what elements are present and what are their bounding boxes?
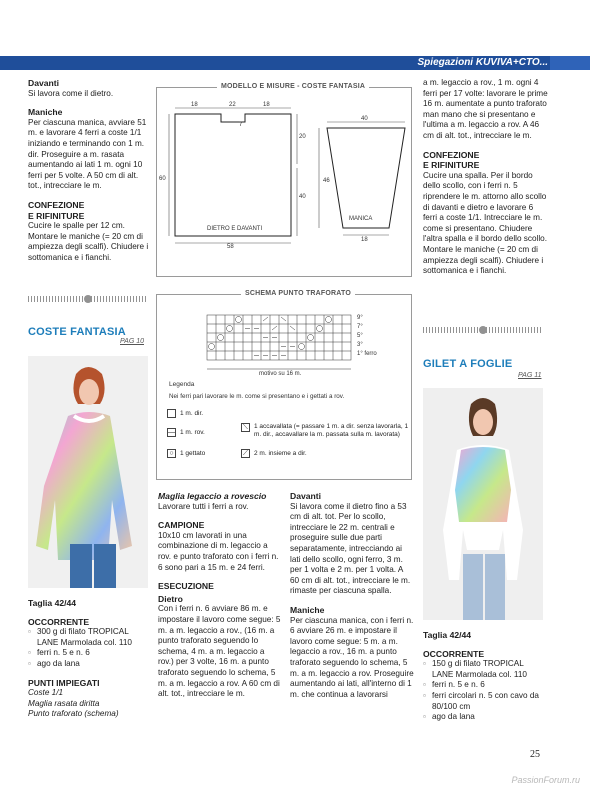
dim-top3: 18 [263,102,270,108]
motivo-label: motivo su 16 m. [259,371,302,377]
occorrente-heading-gilet: OCCORRENTE [423,648,485,659]
schema-title: SCHEMA PUNTO TRAFORATO [241,290,355,297]
row-label: 7° [357,324,363,330]
dietro-heading: Dietro [158,593,183,604]
dim-sleeve-bottom: 18 [361,237,368,243]
rifiniture-heading: E RIFINITURE [28,210,85,221]
materials-coste [28,598,150,720]
legaccio-heading: Maglia legaccio a rovescio [158,491,267,501]
confezione-heading-2: CONFEZIONE [423,149,480,160]
taglia-coste: Taglia 42/44 [28,598,77,608]
dim-sleeve-top: 40 [361,116,368,122]
row-label: 1° ferro [357,351,377,357]
dim-armhole: 20 [299,134,306,140]
davanti-heading: Davanti [28,78,60,88]
punti-item-text: Punto traforato (schema) [28,709,119,719]
legenda-title: Legenda [169,381,195,388]
legend-item [167,428,205,437]
body-label: DIETRO E DAVANTI [207,226,263,232]
legend-item [167,409,203,418]
page-number: 25 [530,749,540,760]
punti-item: Coste 1/1 [28,688,64,698]
legend-label: 1 m. rov. [180,429,205,436]
section-title-coste: COSTE FANTASIA [28,326,126,338]
occorrente-item: ▫ ago da lana [423,712,547,723]
row-label: 3° [357,342,363,348]
dim-side-lower: 40 [299,194,306,200]
legend-label: 1 accavallata (= passare 1 m. a dir. senza lavorarla, 1 m. dir., accavallare la m. passata sulla m. lavorata) [254,423,409,438]
diagram-panel [156,83,412,277]
davanti-heading-2: Davanti [290,491,322,501]
ssk-symbol-icon: ⟍ [241,423,250,432]
k2tog-symbol-icon: ⟋ [241,449,250,458]
knit-symbol-icon [167,409,176,418]
maniche-text-2: Per ciascuna manica, con i ferri n. 6 avviare 26 m. e impostare il lavoro come segue: 5 m. a m. legaccio a rov., 16 m. a punto traforato seguendo lo schema, 5 m. a m. legaccio a rov. Proseguire aumentando ai lati, all'interno di 1 m. che continua a lavorarsi [290,615,414,699]
section-divider [423,327,543,333]
section-title-gilet: GILET A FOGLIE [423,358,513,370]
campione-heading: CAMPIONE [158,520,205,531]
maniche-text: Per ciascuna manica, avviare 51 m. e lavorare 4 ferri a coste 1/1 iniziando e terminando con 1 m. dir. Proseguire a m. rasata aumentando ai lati 1 m. ogni 10 ferri per 5 volte. A 50 cm di alt. tot., intrecciare le m. [28,117,147,191]
occorrente-item: ▫ ferri n. 5 e n. 6 [423,680,547,691]
esecuzione-heading: ESECUZIONE [158,581,214,592]
legend-item [241,423,409,439]
yarn-over-symbol-icon: ○ [167,449,176,458]
column-3 [290,491,414,700]
legaccio-text: Lavorare tutti i ferri a rov. [158,501,249,511]
materials-gilet [423,630,547,723]
occorrente-item: ▫ ferri n. 5 e n. 6 [28,648,150,659]
taglia-gilet: Taglia 42/44 [423,630,472,640]
maniche-cont-text: a m. legaccio a rov., 1 m. ogni 4 ferri per 17 volte: lavorare le prime 16 m. aumentate a punto traforato man mano che si presentano e l'ultima a m. legaccio a rov. A 46 cm di alt. tot., intrecciare le m. [423,78,548,140]
confezione-text: Cucire le spalle per 12 cm. Montare le maniche (= 20 cm di ampiezza degli scalfi). Chiudere i sottomanica e i fianchi. [28,221,149,262]
dim-top1: 18 [191,102,198,108]
header-corner [550,56,590,70]
row-label: 5° [357,333,363,339]
punti-item: Maglia rasata diritta [28,698,100,708]
occorrente-item: ▫ 150 g di filato TROPICAL LANE Marmolada col. 110 [423,659,547,680]
occorrente-heading-coste: OCCORRENTE [28,616,90,627]
legend-label: 2 m. insieme a dir. [254,450,307,457]
row-label: 9° [357,315,363,321]
model-photo-sweater [28,356,148,588]
column-1 [28,78,150,264]
page-ref-coste: PAG 10 [120,338,144,345]
section-divider [28,296,148,302]
legend-label: 1 gettato [180,450,206,457]
dim-top2: 22 [229,102,236,108]
dim-neck: 7 [239,122,243,128]
confezione-text-2: Cucire una spalla. Per il bordo dello scollo, con i ferri n. 5 riprendere le m. attorno allo scollo di davanti e dietro e lavorare 6 ferri a coste 1/1. Intrecciare le m. come si presentano. Chiudere l'altra spalla e il bordo dello scollo. Montare le maniche (= 20 cm di ampiezza degli scalfi). Chiudere i sottomanica e i fianchi. [423,170,547,276]
schema-panel [156,290,412,480]
campione-text: 10x10 cm lavorati in una combinazione di m. legaccio a rov. e punto traforato con i ferri n. 6 sono pari a 15 m. e 24 ferri. [158,530,279,572]
punti-heading: PUNTI IMPIEGATI [28,677,100,688]
purl-symbol-icon: — [168,429,175,436]
confezione-heading: CONFEZIONE [28,199,85,210]
watermark: PassionForum.ru [511,775,580,785]
page-ref-gilet: PAG 11 [518,372,542,379]
diagram-title: MODELLO E MISURE - COSTE FANTASIA [217,83,369,90]
occorrente-item: ▫ ferri circolari n. 5 con cavo da 80/100 cm [423,691,547,712]
column-4 [423,78,548,277]
column-2 [158,491,282,700]
punti-item [28,709,150,720]
rifiniture-heading-2: E RIFINITURE [423,160,480,171]
davanti-text: Si lavora come il dietro. [28,88,114,98]
sleeve-label: MANICA [349,216,373,222]
model-photo-vest [423,388,543,620]
davanti-text-2: Si lavora come il dietro fino a 53 cm di alt. tot. Per lo scollo, intrecciare le 22 m. centrali e proseguire sulle due parti separatamente, intrecciando ai lati dello scollo, ogni ferro, 3 m. per 1 volta e 2 m. per 1 volta. A 60 cm di alt. tot., intrecciare le m. rimaste per ciascuna spalla. [290,501,411,596]
occorrente-item: ▫ 300 g di filato TROPICAL LANE Marmolada col. 110 [28,627,150,648]
dim-side-total: 60 [159,176,166,182]
dim-width: 58 [227,244,234,250]
maniche-heading: Maniche [28,107,63,118]
legenda-intro: Nei ferri pari lavorare le m. come si presentano e i gettati a rov. [169,393,345,400]
legend-item [167,449,205,458]
maniche-heading-2: Maniche [290,604,325,615]
legend-label: 1 m. dir. [180,410,204,417]
dim-sleeve-len: 46 [323,178,330,184]
dietro-text: Con i ferri n. 6 avviare 86 m. e impostare il lavoro come segue: 5 m. a m. legaccio a rov., (16 m. a punto traforato seguendo lo schema, 4 m. a m. legaccio a rov.) per 3 volte, 16 m. a punto traforato seguendo lo schema, 5 m. a m. legaccio a rov. A 60 cm di alt. tot., intrecciare le m. [158,604,281,699]
header-title: Spiegazioni KUVIVA+CTO... [417,57,548,68]
occorrente-item: ▫ ago da lana [28,659,150,670]
legend-item [241,449,307,458]
